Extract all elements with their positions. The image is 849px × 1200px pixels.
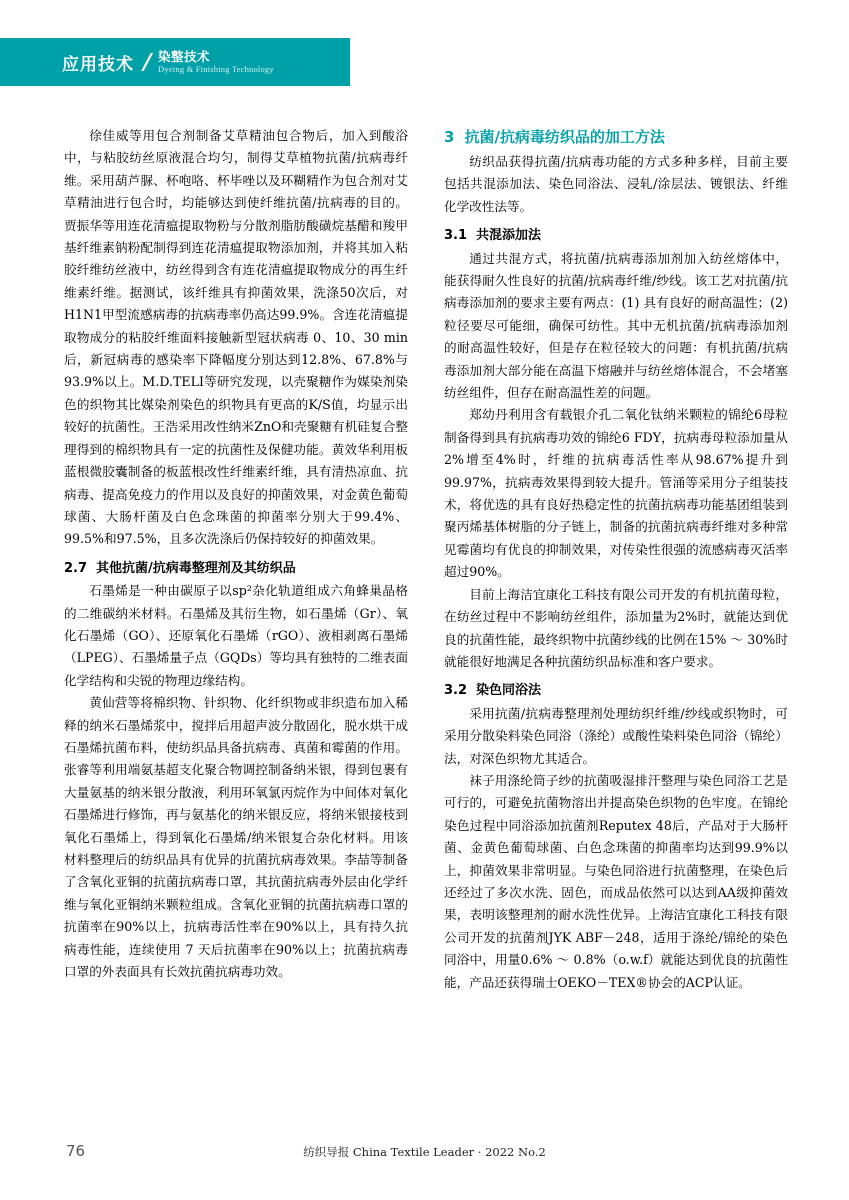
footer-issue: · 2022 No.2 — [477, 1145, 546, 1159]
subsection-number: 2.7 — [64, 560, 88, 576]
subsection-title: 染色同浴法 — [476, 683, 542, 699]
paragraph: 徐佳威等用包合剂制备艾草精油包合物后，加入到酸浴中，与粘胶纺丝原液混合均匀，制得艾草植物抗菌/抗病毒纤维。采用葫芦脲、杯咆咯、杯毕唑以及环糊精作为包合剂对艾草精油进行包合时，均能够达到使纤维抗菌/抗病毒的目的。贾振华等用连花清瘟提取物粉与分散剂脂肪酸磺烷基醋和羧甲基纤维素钠粉配制得到连花清瘟提取物添加剂，并将其加入粘胶纤维纺丝液中，纺丝得到含有连花清瘟提取物成分的再生纤维素纤维。据测试，该纤维具有抑菌效果，洗涤50次后，对H1N1甲型流感病毒的抗病毒率仍高达99.9%。含连花清瘟提取物成分的粘胶纤维面料接触新型冠状病毒 0、10、30 min 后，新冠病毒的感染率下降幅度分别达到12.8%、67.8%与93.9%以上。M.D.TELI等研究发现，以壳聚糖作为媒染剂染色的织物其比媒染剂染色的织物具有更高的K/S值，均显示出较好的抗菌性。王浩采用改性纳米ZnO和壳聚糖有机硅复合整理得到的棉织物具有一定的抗菌性及保健功能。黄效华利用板蓝根微胶囊制备的板蓝根改性纤维素纤维，具有清热凉血、抗病毒、提高免疫力的作用以及良好的抑菌效果，对金黄色葡萄球菌、大肠杆菌及白色念珠菌的抑菌率分别大于99.4%、99.5%和97.5%，且多次洗涤后仍保持较好的抑菌效果。 — [64, 128, 408, 547]
page-header-banner — [0, 38, 350, 86]
footer-journal-en: China Textile Leader — [352, 1145, 475, 1159]
paragraph: 纺织品获得抗菌/抗病毒功能的方式多种多样，目前主要包括共混添加法、染色同浴法、浸轧/涂层法、镀银法、纤维化学改性法等。 — [444, 154, 788, 214]
paragraph: 采用抗菌/抗病毒整理剂处理纺织纤维/纱线或织物时，可采用分散染料染色同浴（涤纶）或酸性染料染色同浴（锦纶）法，对深色织物尤其适合。 — [444, 705, 788, 766]
subsection-number: 3.2 — [444, 683, 468, 699]
section-title: 抗菌/抗病毒纺织品的加工方法 — [464, 128, 665, 146]
paragraph: 目前上海洁宜康化工科技有限公司开发的有机抗菌母粒，在纺丝过程中不影响纺丝组件，添加量为2%时，就能达到优良的抗菌性能，最终织物中抗菌纱线的比例在15% ～ 30%时就能很好地满足各种抗菌纺织品标准和客户要求。 — [444, 586, 788, 669]
paragraph: 通过共混方式，将抗菌/抗病毒添加剂加入纺丝熔体中，能获得耐久性良好的抗菌/抗病毒纤维/纱线。该工艺对抗菌/抗病毒添加剂的要求主要有两点：(1) 具有良好的耐高温性；(2) 粒径要尽可能细，确保可纺性。其中无机抗菌/抗病毒添加剂的耐高温性较好，但是存在粒径较大的问题：有机抗菌/抗病毒添加剂大部分能在高温下熔融并与纺丝熔体混合，不会堵塞纺丝组件，但存在耐高温性差的问题。 — [444, 250, 788, 401]
header-section-label-cn: 染整技术 — [158, 48, 211, 64]
page-number: 76 — [66, 1142, 86, 1160]
footer-journal-cn: 纺织导报 — [303, 1145, 350, 1159]
header-section-group — [158, 50, 274, 74]
subsection-heading-3-2 — [444, 679, 788, 702]
header-category-label: 应用技术 — [62, 54, 134, 75]
subsection-title: 其他抗菌/抗病毒整理剂及其纺织品 — [96, 560, 296, 576]
paragraph: 石墨烯是一种由碳原子以sp²杂化轨道组成六角蜂巢晶格的二维碳纳米材料。石墨烯及其衍生物，如石墨烯（Gr）、氧化石墨烯（GO）、还原氧化石墨烯（rGO）、液相剥离石墨烯（LPEG）、石墨烯量子点（GQDs）等均具有独特的二维表面化学结构和尖锐的物理边缘结构。 — [64, 583, 408, 688]
subsection-number: 3.1 — [444, 228, 468, 244]
header-slash-divider: / — [140, 49, 154, 75]
paragraph: 袜子用涤纶筒子纱的抗菌吸湿排汗整理与染色同浴工艺是可行的，可避免抗菌物溶出并提高染色织物的色牢度。在锦纶染色过程中同浴添加抗菌剂Reputex 48后，产品对于大肠杆菌、金黄色葡萄球菌、白色念珠菌的抑菌率均达到99.9%以上，抑菌效果非常明显。与染色同浴进行抗菌整理，在染色后还经过了多次水洗、固色，而成品依然可以达到AA级抑菌效果，表明该整理剂的耐水洗性优异。上海洁宜康化工科技有限公司开发的抗菌剂JYK ABF－248，适用于涤纶/锦纶的染色同浴中，用量0.6% ～ 0.8%（o.w.f）就能达到优良的抗菌性能，产品还获得瑞士OEKO－TEX®协会的ACP认证。 — [444, 772, 788, 990]
right-column — [444, 125, 788, 994]
subsection-heading-2-7 — [64, 557, 408, 580]
paragraph: 郑幼丹利用含有载银介孔二氧化钛纳米颗粒的锦纶6母粒制备得到具有抗病毒功效的锦纶6 FDY，抗病毒母粒添加量从2%增至4%时，纤维的抗病毒活性率从98.67%提升到99.97%，抗病毒效果得到较大提升。管涌等采用分子组装技术，将优选的具有良好热稳定性的抗菌抗病毒功能基团组装到聚丙烯基体树脂的分子链上，制备的抗菌抗病毒纤维对多种常见霉菌均有优良的抑制效果，对传染性很强的流感病毒灭活率超过90%。 — [444, 407, 788, 580]
subsection-title: 共混添加法 — [476, 228, 542, 244]
header-section-label-en: Dyeing & Finishing Technology — [158, 64, 274, 75]
subsection-heading-3-1 — [444, 224, 788, 247]
left-column — [64, 125, 408, 994]
section-heading-3 — [444, 125, 788, 149]
article-body — [64, 125, 788, 994]
footer-journal-info — [0, 1144, 849, 1160]
paragraph: 黄仙营等将棉织物、针织物、化纤织物或非织造布加入稀释的纳米石墨烯浆中，搅拌后用超声波分散固化，脱水烘干成石墨烯抗菌布料，使纺织品具备抗病毒、真菌和霉菌的作用。张睿等利用端氨基超支化聚合物调控制备纳米银，得到包裹有大量氨基的纳米银分散液，利用环氧氯丙烷作为中间体对氧化石墨烯进行修饰，再与氨基化的纳米银反应，将纳米银接枝到氧化石墨烯上，得到氧化石墨烯/纳米银复合杂化材料。用该材料整理后的纺织品具有优异的抗菌抗病毒效果。李喆等制备了含氧化亚铜的抗菌抗病毒口罩，其抗菌抗病毒外层由化学纤维与氧化亚铜纳米颗粒组成。含氧化亚铜的抗菌抗病毒口罩的抗菌率在90%以上，抗病毒活性率在90%以上，具有持久抗病毒性能，连续使用 7 天后抗菌率在90%以上；抗菌抗病毒口罩的外表面具有长效抗菌抗病毒功效。 — [64, 695, 408, 980]
header-content — [0, 50, 274, 75]
page-footer — [0, 1142, 849, 1162]
section-number: 3 — [444, 128, 455, 146]
